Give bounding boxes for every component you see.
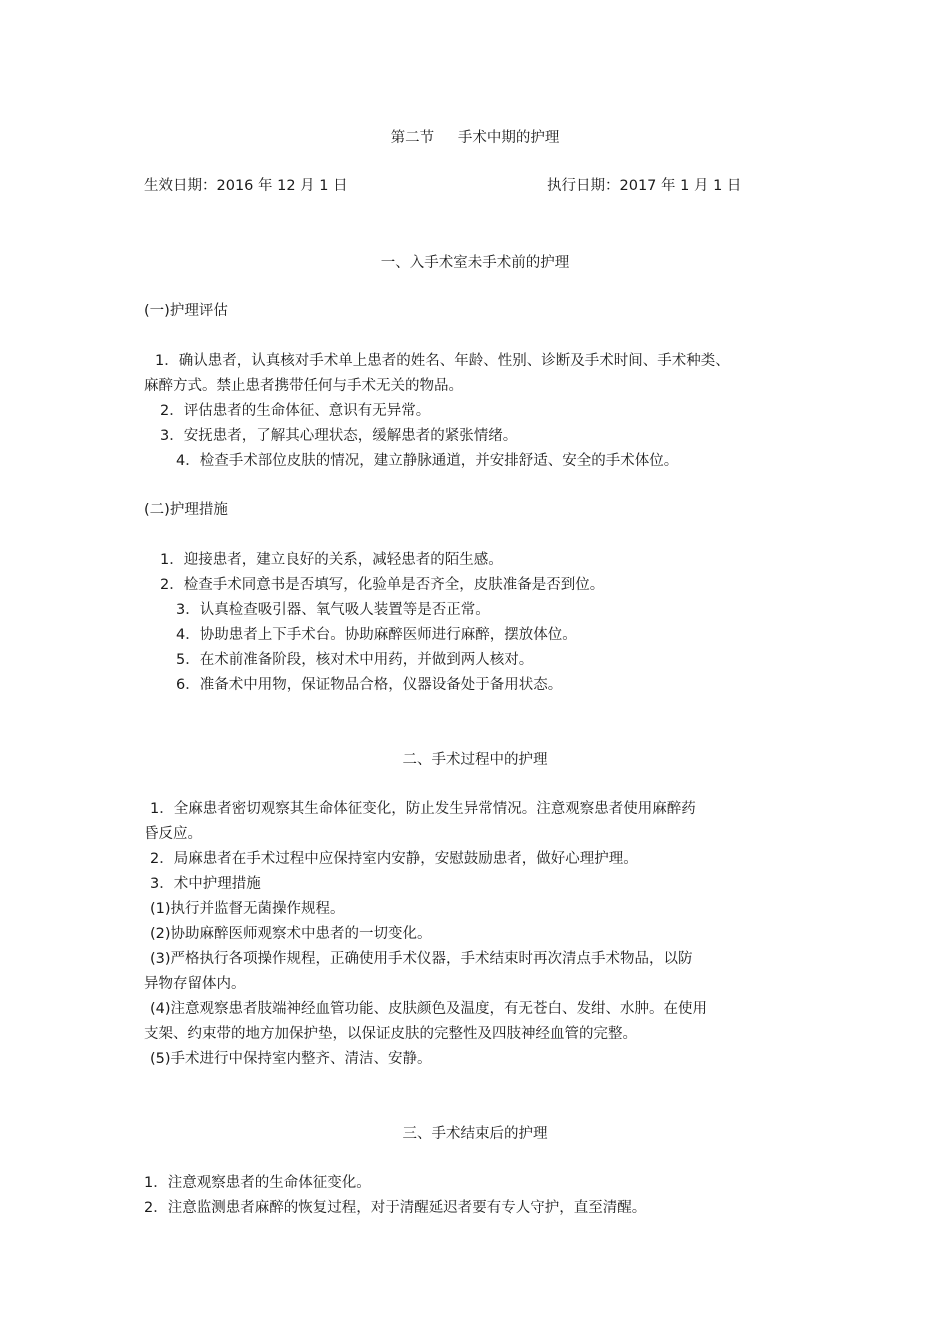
execution-date: 执行日期：2017 年 1 月 1 日 (547, 178, 742, 194)
list-item: 1．全麻患者密切观察其生命体征变化，防止发生异常情况。注意观察患者使用麻醉药 (150, 801, 696, 817)
list-item: 麻醉方式。禁止患者携带任何与手术无关的物品。 (144, 378, 463, 394)
list-item: 2．局麻患者在手术过程中应保持室内安静，安慰鼓励患者，做好心理护理。 (150, 851, 638, 867)
list-item: 3．安抚患者，了解其心理状态，缓解患者的紧张情绪。 (160, 428, 518, 444)
subsection-assessment-heading: (一)护理评估 (144, 303, 228, 319)
list-item: 4．检查手术部位皮肤的情况，建立静脉通道，并安排舒适、安全的手术体位。 (176, 453, 679, 469)
subsection-measures-heading: (二)护理措施 (144, 502, 228, 518)
list-item: (3)严格执行各项操作规程，正确使用手术仪器，手术结束时再次清点手术物品，以防 (150, 951, 693, 967)
list-item: 1．注意观察患者的生命体征变化。 (144, 1175, 371, 1191)
list-item: 昏反应。 (144, 826, 202, 842)
list-item: 1．迎接患者，建立良好的关系，减轻患者的陌生感。 (160, 552, 503, 568)
list-item: 2．评估患者的生命体征、意识有无异常。 (160, 403, 431, 419)
effective-date: 生效日期：2016 年 12 月 1 日 (144, 178, 348, 194)
list-item: (2)协助麻醉医师观察术中患者的一切变化。 (150, 926, 432, 942)
section-1-heading: 一、入手术室未手术前的护理 (380, 255, 570, 271)
list-item: 1．确认患者，认真核对手术单上患者的姓名、年龄、性别、诊断及手术时间、手术种类、 (155, 353, 730, 369)
list-item: (5)手术进行中保持室内整齐、清洁、安静。 (150, 1051, 432, 1067)
list-item: 3．认真检查吸引器、氧气吸人装置等是否正常。 (176, 602, 490, 618)
list-item: 支架、约束带的地方加保护垫，以保证皮肤的完整性及四肢神经血管的完整。 (144, 1026, 637, 1042)
list-item: 2．检查手术同意书是否填写，化验单是否齐全，皮肤准备是否到位。 (160, 577, 605, 593)
section-2-heading: 二、手术过程中的护理 (402, 752, 548, 768)
list-item: 2．注意监测患者麻醉的恢复过程，对于清醒延迟者要有专人守护，直至清醒。 (144, 1200, 647, 1216)
list-item: (1)执行并监督无菌操作规程。 (150, 901, 345, 917)
list-item: 3．术中护理措施 (150, 876, 261, 892)
list-item: (4)注意观察患者肢端神经血管功能、皮肤颜色及温度，有无苍白、发绀、水肿。在使用 (150, 1001, 708, 1017)
list-item: 异物存留体内。 (144, 976, 246, 992)
page-title: 第二节 手术中期的护理 (390, 130, 560, 146)
list-item: 5．在术前准备阶段，核对术中用药，并做到两人核对。 (176, 652, 534, 668)
list-item: 4．协助患者上下手术台。协助麻醉医师进行麻醉，摆放体位。 (176, 627, 577, 643)
section-3-heading: 三、手术结束后的护理 (402, 1126, 548, 1142)
list-item: 6．准备术中用物，保证物品合格，仪器设备处于备用状态。 (176, 677, 563, 693)
